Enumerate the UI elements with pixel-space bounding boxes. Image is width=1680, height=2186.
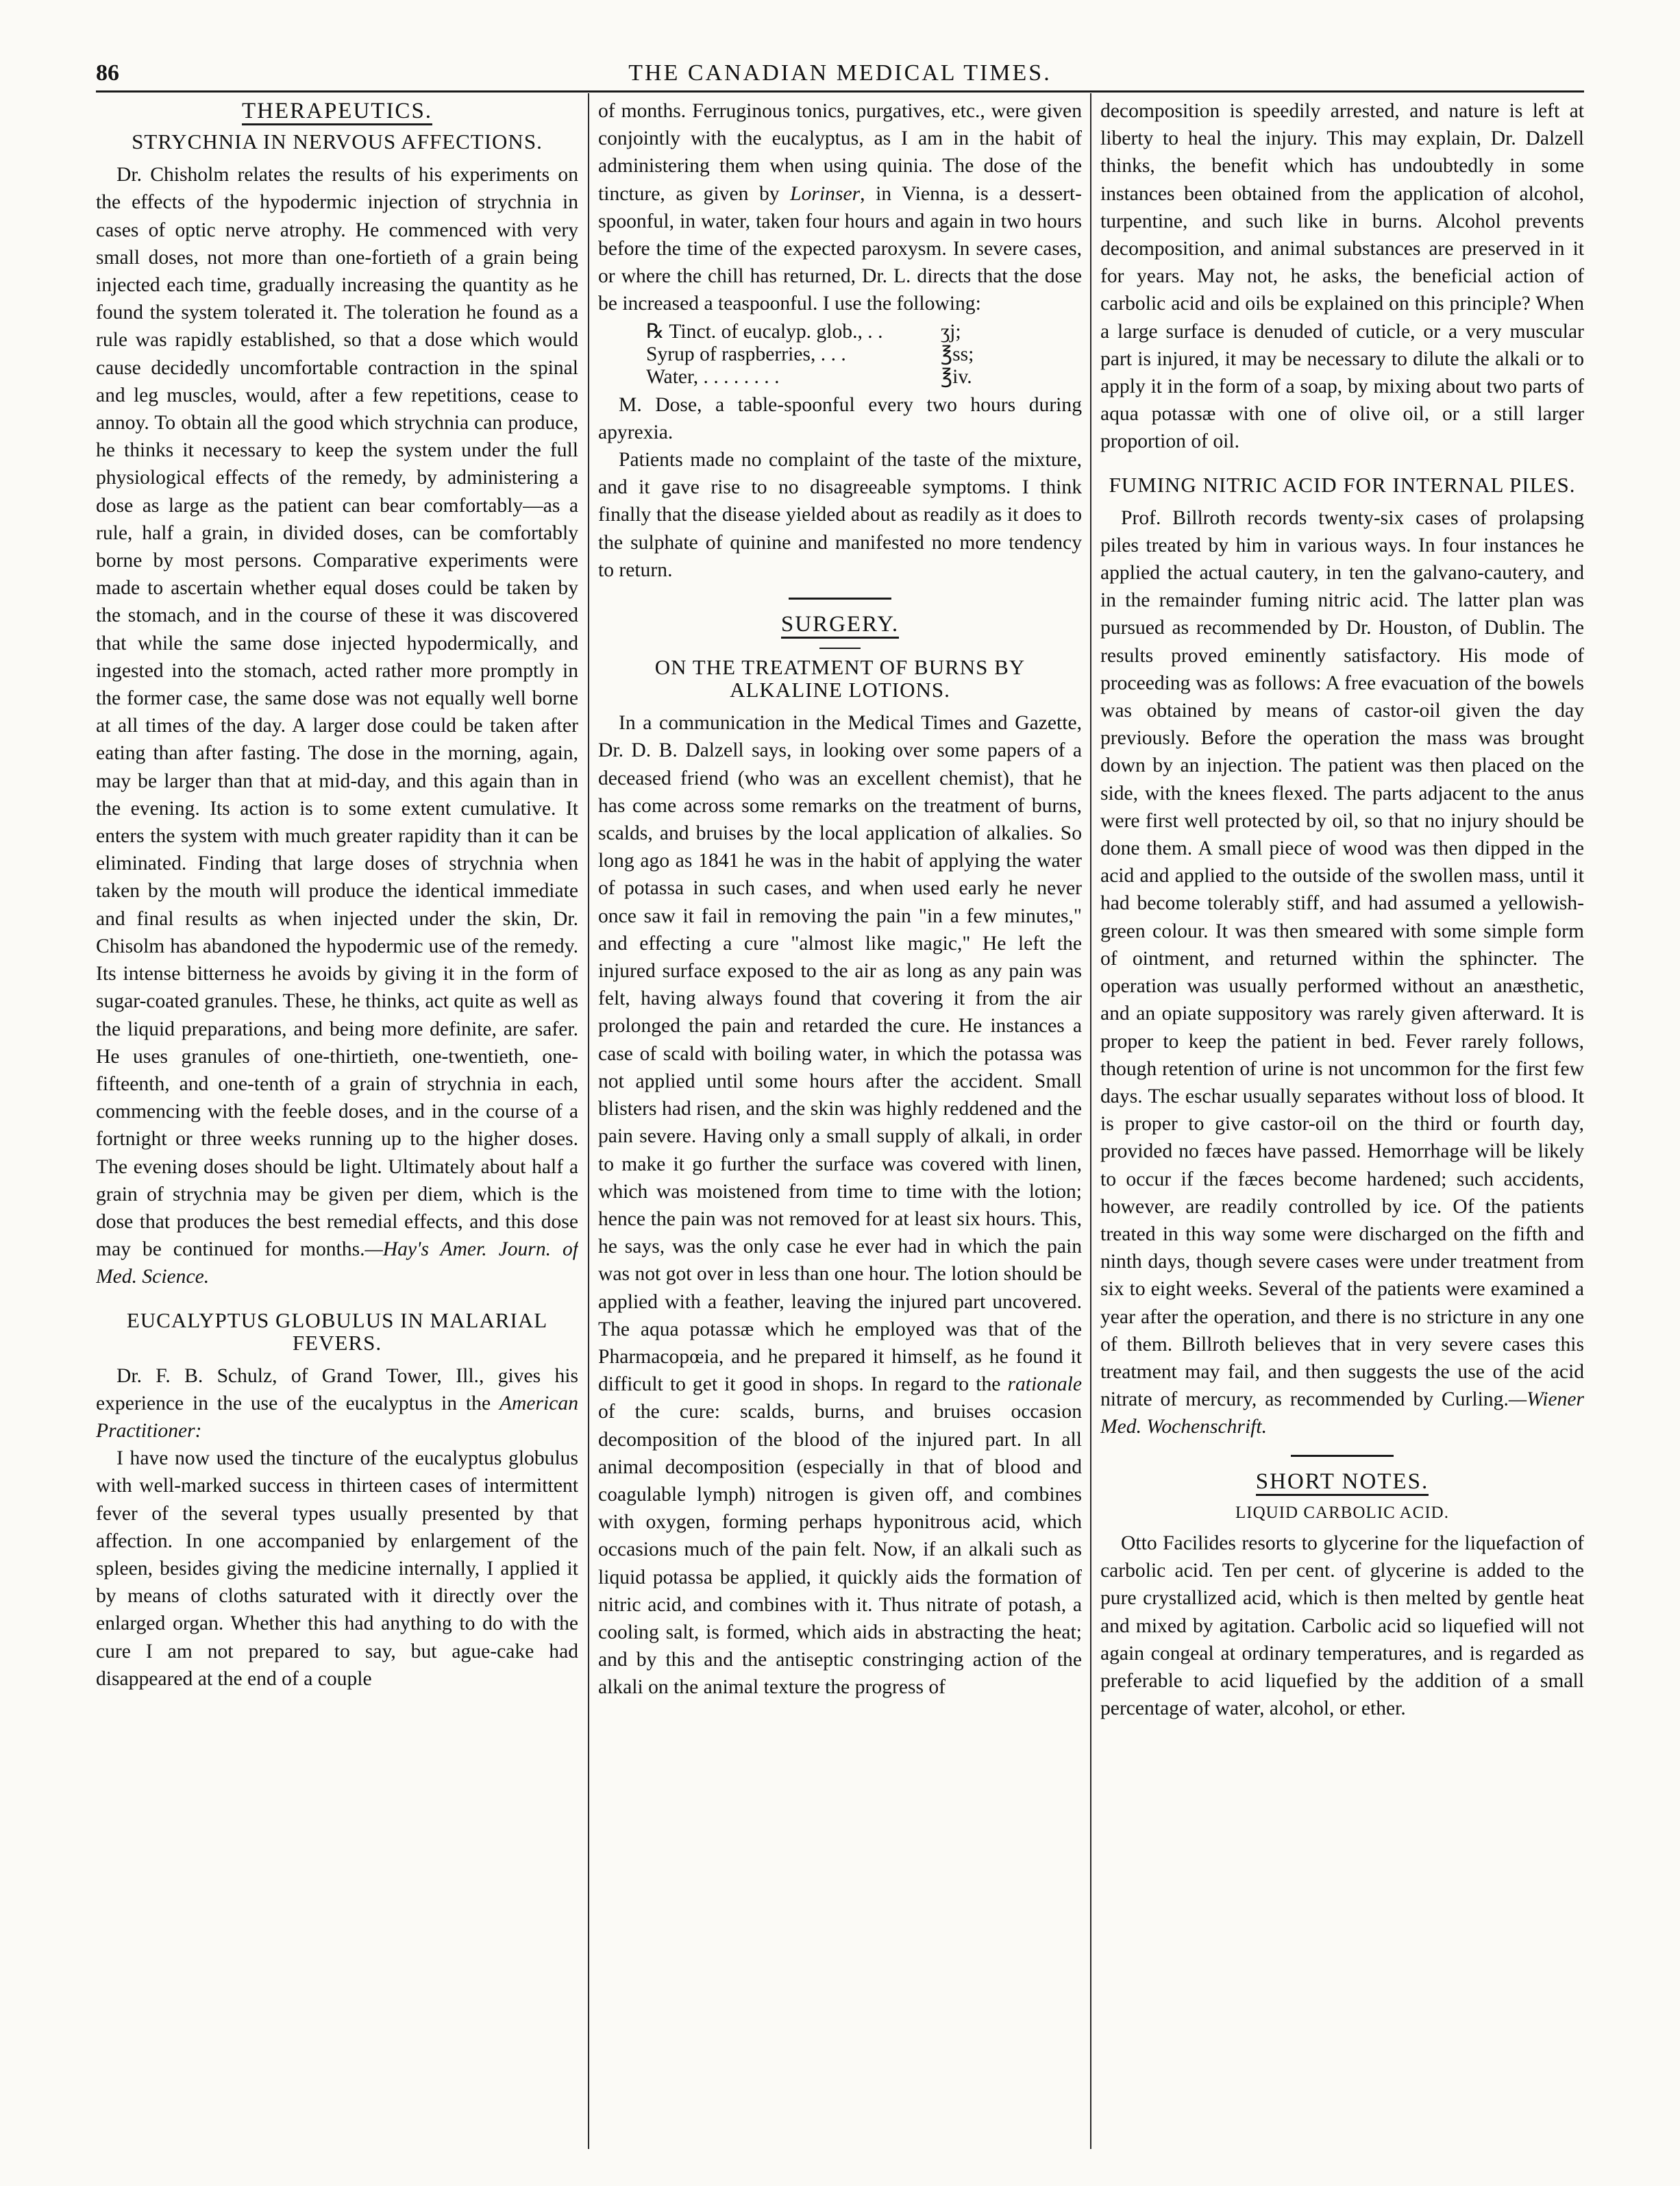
article-paragraph: Dr. Chisholm relates the results of his experiments on the effects of the hypodermic injection of strychnia in cases of optic nerve atrophy. He commenced with very small doses, not more than one-fortieth of a grain being injected each time, gradually increasing the quantity as he found the system tolerated it. The toleration he found as a rule was rapidly established, so that a dose which would cause decidedly uncomfortable contraction in the spinal and leg muscles, would, after a few repetitions, cease to annoy. To obtain all the good which strychnia can produce, he thinks it necessary to keep the system under the full physiological effects of the remedy, by administering a dose as large as the patient can bear comfortably—as a rule, half a grain, in divided doses, can be comfortably borne by most persons. Comparative experiments were made to ascertain whether equal doses could be taken by the stomach, and in the course of these it was discovered that while the same dose injected hypodermically, and ingested into the stomach, acted rather more promptly in the former case, the same dose was not equally well borne at all times of the day. A larger dose could be taken after eating than after fasting. The dose in the morning, again, may be larger than that at mid-day, and this again than in the evening. Its action is to some extent cumulative. It enters the system with much greater rapidity than it can be eliminated. Finding that large doses of strychnia when taken by the mouth will produce the identical immediate and final results as when injected under the skin, Dr. Chisolm has abandoned the hypodermic use of the remedy. Its intense bitterness he avoids by giving it in the form of sugar-coated granules. These, he thinks, act quite as well as the liquid preparations, and being more definite, are safer. He uses granules of one-thirtieth, one-twentieth, one-fifteenth, and one-tenth of a grain of strychnia in each, commencing with the feeble doses, and in the course of a fortnight or three weeks running up to the higher doses. The evening doses should be light. Ultimately about half a grain of strychnia may be given per diem, which is the dose that produces the best remedial effects, and this dose may be continued for months.—Hay's Amer. Journ. of Med. Science. (96, 164, 578, 1288)
note-title: LIQUID CARBOLIC ACID. (1235, 1503, 1449, 1522)
journal-title: THE CANADIAN MEDICAL TIMES. (628, 60, 1052, 86)
column-2 (598, 97, 1082, 2146)
prescription-line: ℞ Tinct. of eucalyp. glob., . . ʒj; (646, 320, 961, 343)
article-paragraph: decomposition is speedily arrested, and nature is left at liberty to heal the injury. This may explain, Dr. Dalzell thinks, the benefit which has undoubtedly in some instances been obtained from the application of alcohol, turpentine, and such like in burns. Alcohol prevents decomposition, and animal substances are preserved in it for years. May not, he asks, the beneficial action of carbolic acid and oils be explained on this principle? When a large surface is denuded of cuticle, or a very muscular part is injured, it may be necessary to dilute the alkali or to apply it in the form of a soap, by mixing about two parts of aqua potassæ with one of olive oil, or a still larger proportion of oil. (1100, 100, 1584, 453)
article-paragraph: of months. Ferruginous tonics, purgatives, etc., were given conjointly with the eucalyptus, as I am in the habit of administering them when using quinia. The dose of the tincture, as given by Lorinser, in Vienna, is a dessert-spoonful, in water, taken four hours and again in two hours before the time of the expected paroxysm. In severe cases, or where the chill has returned, Dr. L. directs that the dose be increased a teaspoonful. I use the following: (598, 100, 1082, 315)
article-title: ON THE TREATMENT OF BURNS BY ALKALINE LOTIONS. (654, 655, 1026, 702)
column-3 (1100, 97, 1584, 2146)
prescription (646, 321, 1082, 389)
section-heading: SURGERY. (598, 611, 1082, 638)
column-divider (1090, 93, 1091, 2149)
article-paragraph: Otto Facilides resorts to glycerine for the liquefaction of carbolic acid. Ten per cent. of glycerine is added to the pure crystallized acid, which is then melted by gentle heat and mixed by agitation. Carbolic acid so liquefied will not again congeal at ordinary temperatures, and is regarded as preferable to acid liquefied by the addition of a small percentage of water, alcohol, or ether. (1100, 1532, 1584, 1720)
section-separator (1291, 1455, 1394, 1457)
column-divider (588, 93, 589, 2149)
article-title: STRYCHNIA IN NERVOUS AFFECTIONS. (132, 130, 543, 154)
section-separator (789, 598, 891, 600)
article-paragraph: I have now used the tincture of the eucalyptus globulus with well-marked success in thirteen cases of intermittent fever of the several types usually presented by that affection. In one accompanied by enlargement of the spleen, besides giving the medicine internally, I applied it by means of cloths saturated with it directly over the enlarged organ. Whether this had anything to do with the cure I am not prepared to say, but ague-cake had disappeared at the end of a couple (96, 1447, 578, 1690)
heading-rule (819, 648, 861, 649)
article-paragraph: Dr. F. B. Schulz, of Grand Tower, Ill., gives his experience in the use of the eucalyptus in the American Practitioner: (96, 1364, 578, 1442)
article-paragraph: Prof. Billroth records twenty-six cases of prolapsing piles treated by him in various ways. In four instances he applied the actual cautery, in ten the galvano-cautery, and in the remainder fuming nitric acid. The latter plan was pursued as recommended by Dr. Houston, of Dublin. The results proved eminently satisfactory. His mode of proceeding was as follows: A free evacuation of the bowels was obtained by means of castor-oil given the day previously. Before the operation the mass was brought down by an injection. The patient was then placed on the side, with the knees flexed. The parts adjacent to the anus were first well protected by oil, so that no injury should be done them. A small piece of wood was then dipped in the acid and applied to the outside of the swollen mass, until it had become tolerably stiff, and had assumed a yellowish-green colour. It was then smeared with some simple form of ointment, and returned within the sphincter. The operation was usually performed without an anæsthetic, and an opiate suppository was rarely given afterward. It is proper to keep the patient in bed. Fever rarely follows, though retention of urine is not uncommon for the first few days. The eschar usually separates without loss of blood. It is proper to give castor-oil on the third or fourth day, provided no fæces have passed. Hemorrhage will be likely to occur if the fæces become hardened; such accidents, however, are readily controlled by ice. Of the patients treated in this way some were discharged on the fifth and ninth days, though severe cases were under treatment from six to eight weeks. Several of the patients were examined a year after the operation, and there is no stricture in any one of them. Billroth believes that in very severe cases this treatment may fail, and then suggests the use of the acid nitrate of mercury, as recommended by Curling.—Wiener Med. Wochenschrift. (1100, 506, 1584, 1438)
prescription-dose: M. Dose, a table-spoonful every two hours during apyrexia. (598, 393, 1082, 443)
article-source: —Wiener Med. Wochenschrift. (1100, 1388, 1584, 1438)
page-number: 86 (96, 60, 119, 86)
article-paragraph: In a communication in the Medical Times and Gazette, Dr. D. B. Dalzell says, in looking over some papers of a deceased friend (who was an excellent chemist), that he has come across some remarks on the treatment of burns, scalds, and bruises by the local application of alkalies. So long ago as 1841 he was in the habit of applying the water of potassa in such cases, and when used early he never once saw it fail in removing the pain "in a few minutes," and effecting a cure "almost like magic," He left the injured surface exposed to the air as long as any pain was felt, having always found that covering it from the air prolonged the pain and retarded the cure. He instances a case of scald with boiling water, in which the potassa was not applied until some hours after the accident. Small blisters had risen, and the skin was highly reddened and the pain severe. Having only a small supply of alkali, in order to make it go further the surface was covered with linen, which was moistened from time to time with the lotion; hence the pain was not removed for at least six hours. This, he says, was the only case he ever had in which the pain was not got over in less than one hour. The lotion should be applied with a feather, leaving the injured part uncovered. The aqua potassæ which he employed was that of the Pharmacopœia, and he prepared it himself, as he found it difficult to get it good in shops. In regard to the rationale of the cure: scalds, burns, and bruises occasion decomposition of the blood of the injured part. In all animal decomposition (especially in that of blood and coagulable lymph) nitrogen is given off, and combines with oxygen, forming perhaps hyponitrous acid, which occasions much of the pain felt. Now, if an alkali such as liquid potassa be applied, it quickly aids the formation of nitric acid, and combines with it. Thus nitrate of potash, a cooling salt, is formed, which aids in abstracting the heat; and by this and the antiseptic constringing action of the alkali on the animal texture the progress of (598, 712, 1082, 1699)
section-heading: SHORT NOTES. (1100, 1468, 1584, 1495)
running-head (96, 60, 1584, 93)
article-title: EUCALYPTUS GLOBULUS IN MALARIAL FEVERS. (126, 1307, 548, 1355)
column-1 (96, 97, 578, 2146)
article-paragraph: Patients made no complaint of the taste of the mixture, and it gave rise to no disagreeable symptoms. I think finally that the disease yielded about as readily as it does to the sulphate of quinine and manifested no more tendency to return. (598, 449, 1082, 581)
article-title: FUMING NITRIC ACID FOR INTERNAL PILES. (1109, 472, 1576, 497)
prescription-line: Water, . . . . . . . . ℥iv. (646, 365, 972, 388)
prescription-line: Syrup of raspberries, . . . ℥ss; (646, 343, 974, 365)
section-heading: THERAPEUTICS. (96, 97, 578, 125)
article-source: —Hay's Amer. Journ. of Med. Science. (96, 1238, 578, 1288)
